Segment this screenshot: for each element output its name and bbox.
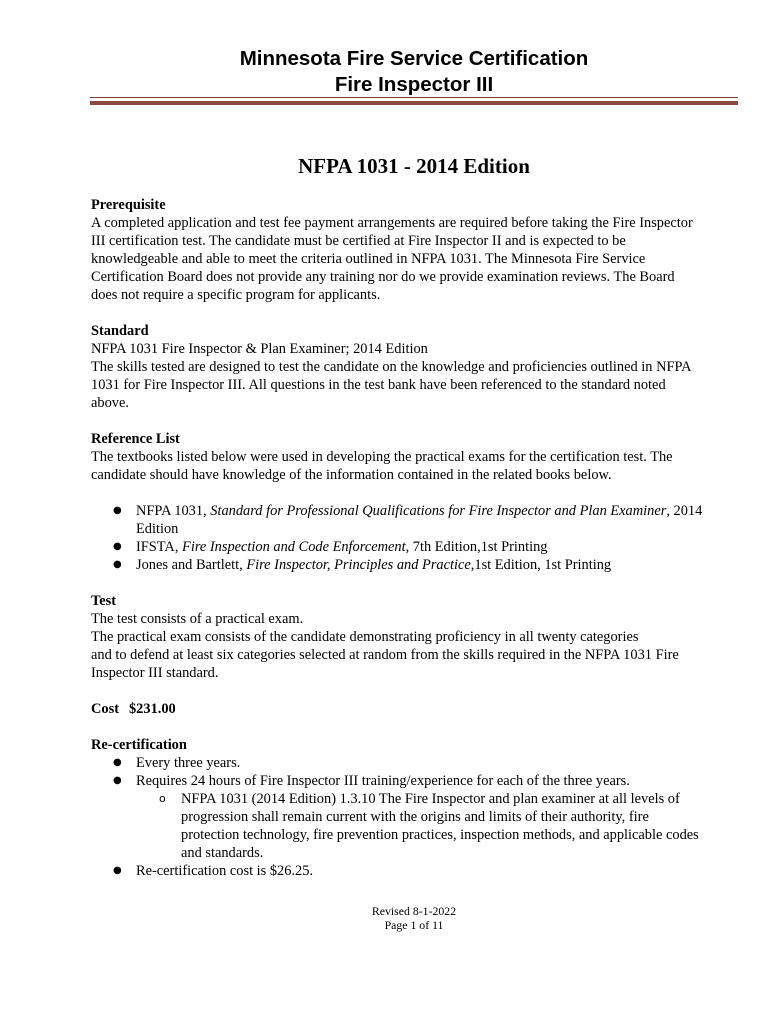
recert-list-cont: [91, 862, 741, 880]
recert-heading: Re-certification: [91, 737, 187, 753]
page-footer: [0, 904, 770, 932]
prerequisite-line: III certification test. The candidate must be certified at Fire Inspector II and is expected to be: [91, 233, 626, 249]
cost-label: Cost: [91, 701, 119, 717]
reference-line: The textbooks listed below were used in developing the practical exams for the certification test. The: [91, 449, 673, 465]
standard-line: The skills tested are designed to test the candidate on the knowledge and proficiencies outlined in NFPA: [91, 359, 692, 375]
reference-item: ● Jones and Bartlett, Fire Inspector, Principles and Practice,1st Edition, 1st Printing: [113, 557, 612, 573]
recert-list: [91, 754, 741, 790]
prerequisite-line: does not require a specific program for applicants.: [91, 287, 381, 303]
bullet-icon: ●: [113, 559, 122, 570]
bullet-icon: ●: [113, 505, 122, 516]
bullet-icon: ●: [113, 775, 122, 786]
prerequisite-line: A completed application and test fee payment arrangements are required before taking the Fire Inspector: [91, 215, 693, 231]
reference-item: ● IFSTA, Fire Inspection and Code Enforcement, 7th Edition,1st Printing: [113, 539, 548, 555]
prerequisite-heading: Prerequisite: [91, 197, 166, 213]
cost-value: $231.00: [128, 701, 176, 717]
test-line: Inspector III standard.: [91, 665, 219, 681]
bullet-icon: ●: [113, 541, 122, 552]
prerequisite-line: Certification Board does not provide any training nor do we provide examination reviews. The Board: [91, 269, 675, 285]
test-heading: Test: [91, 593, 117, 609]
test-line: The practical exam consists of the candidate demonstrating proficiency in all twenty categories: [91, 629, 639, 645]
standard-line: above.: [91, 395, 129, 411]
document-header: [0, 46, 770, 98]
reference-line: candidate should have knowledge of the information contained in the related books below.: [91, 467, 612, 483]
revised-date: Revised 8-1-2022: [371, 904, 457, 918]
edition-title: NFPA 1031 - 2014 Edition: [298, 154, 530, 178]
recert-subitem: o NFPA 1031 (2014 Edition) 1.3.10 The Fire Inspector and plan examiner at all levels of progression shall remain current with the origins and limits of their authority, fire protection technology, fire prevention practices, inspection methods, and applicable codes and standards.: [159, 791, 699, 861]
recert-item: ● Requires 24 hours of Fire Inspector III training/experience for each of the three years.: [113, 773, 630, 789]
header-title: Minnesota Fire Service Certification: [239, 47, 589, 70]
cost-row: [91, 700, 741, 718]
standard-line: 1031 for Fire Inspector III. All questions in the test bank have been referenced to the standard noted: [91, 377, 666, 393]
reference-heading: Reference List: [91, 431, 180, 447]
recert-item: ● Re-certification cost is $26.25.: [113, 863, 314, 879]
page-number: Page 1 of 11: [384, 918, 444, 932]
reference-list: [91, 502, 741, 574]
header-divider-thick: [90, 101, 738, 105]
prerequisite-line: knowledgeable and able to meet the criteria outlined in NFPA 1031. The Minnesota Fire Service: [91, 251, 646, 267]
test-line: and to defend at least six categories selected at random from the skills required in the NFPA 1031 Fire: [91, 647, 679, 663]
standard-heading: Standard: [91, 323, 149, 339]
reference-item: ● NFPA 1031, Standard for Professional Qualifications for Fire Inspector and Plan Examiner, 2014 Edition: [113, 503, 703, 537]
document-body: [91, 196, 741, 880]
header-subtitle: Fire Inspector III: [334, 73, 494, 96]
bullet-icon: ●: [113, 757, 122, 768]
header-divider-thin: [90, 97, 738, 98]
recert-sublist: [91, 790, 741, 862]
recert-item: ● Every three years.: [113, 755, 241, 771]
test-line: The test consists of a practical exam.: [91, 611, 304, 627]
circle-bullet-icon: o: [159, 792, 166, 805]
bullet-icon: ●: [113, 865, 122, 876]
standard-line: NFPA 1031 Fire Inspector & Plan Examiner; 2014 Edition: [91, 341, 428, 357]
